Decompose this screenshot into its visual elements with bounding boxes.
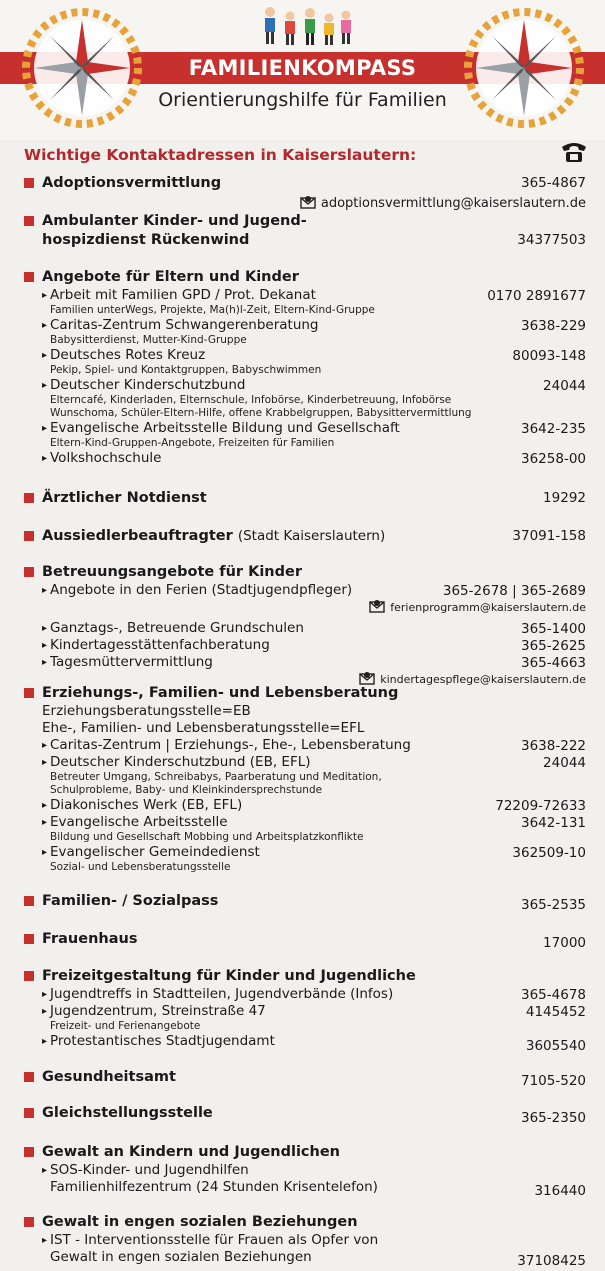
list-item: ▸ Deutscher Kinderschutzbund 24044	[42, 377, 586, 394]
envelope-icon	[359, 671, 375, 685]
phone-number[interactable]: 3638-229	[521, 318, 586, 334]
contacts-heading: Wichtige Kontaktadressen in Kaiserslautern:	[24, 146, 417, 164]
list-item: ▸ Tagesmüttervermittlung 365-4663	[42, 654, 586, 671]
section-angebote: Angebote für Eltern und Kinder ▸ Arbeit mit Familien GPD / Prot. Dekanat 0170 2891677 Familien unterWegs, Projekte, Ma(h)l-Zeit, Eltern-Kind-Gruppe ▸ Caritas-Zentrum Schwangerenberatung 3638-229 Babysitterdienst, Mutter-Kind-Gruppe ▸ Deutsches Rotes Kreuz 80093-148 Pekip, Spiel- und Kontaktgruppen, Babyschwimmen ▸ Deutscher Kinderschutzbund 24044 Elterncafé, Kinderladen, Elternschule, Infobörse, Kinderbetreuung, Infobörse Wunschoma, Schüler-Eltern-Hilfe, offene Krabbelgruppen, Babysittervermittlung ▸ Evangelische Arbeitsstelle Bildung und Gesellschaft 3642-235 Eltern-Kind-Gruppen-Angebote, Freizeiten für Familien ▸ Volkshochschule 36258-00	[24, 268, 586, 467]
list-item: ▸ Evangelischer Gemeindedienst 362509-10	[42, 844, 586, 861]
phone-number[interactable]: 17000	[543, 935, 586, 951]
section-notdienst: Ärztlicher Notdienst 19292	[24, 489, 586, 508]
section-gewalt-kinder: Gewalt an Kindern und Jugendlichen ▸ SOS-Kinder- und Jugendhilfen Familienhilfezentrum (24 Stunden Krisentelefon) 316440	[24, 1143, 586, 1196]
section-hospiz: Ambulanter Kinder- und Jugend- hospizdienst Rückenwind 34377503	[24, 212, 586, 250]
red-square-icon	[24, 567, 34, 577]
list-item: ▸ Evangelische Arbeitsstelle 3642-131	[42, 814, 586, 831]
phone-number[interactable]: 24044	[543, 378, 586, 394]
telephone-icon	[560, 140, 588, 164]
list-item: ▸ Caritas-Zentrum | Erziehungs-, Ehe-, Lebensberatung 3638-222	[42, 737, 586, 754]
phone-number[interactable]: 36258-00	[521, 451, 586, 467]
red-square-icon	[24, 531, 34, 541]
phone-number[interactable]: 365-2625	[521, 638, 586, 654]
phone-number[interactable]: 365-4867	[521, 175, 586, 191]
phone-number[interactable]: 19292	[543, 490, 586, 506]
section-sozialpass: Familien- / Sozialpass 365-2535	[24, 892, 586, 911]
children-illustration	[258, 4, 354, 52]
section-gleichstellung: Gleichstellungsstelle 365-2350	[24, 1104, 586, 1123]
phone-number[interactable]: 80093-148	[512, 348, 586, 364]
phone-number[interactable]: 3605540	[525, 1038, 586, 1054]
red-square-icon	[24, 272, 34, 282]
red-square-icon	[24, 216, 34, 226]
email-link[interactable]: adoptionsvermittlung@kaiserslautern.de	[24, 195, 586, 213]
red-square-icon	[24, 493, 34, 503]
phone-number[interactable]: 365-2678 | 365-2689	[442, 583, 586, 599]
phone-number[interactable]: 365-2535	[521, 897, 586, 913]
red-square-icon	[24, 896, 34, 906]
section-freizeit: Freizeitgestaltung für Kinder und Jugendliche ▸ Jugendtreffs in Stadtteilen, Jugendverbände (Infos) 365-4678 ▸ Jugendzentrum, Streinstraße 47 4145452 Freizeit- und Ferienangebote ▸ Protestantisches Stadtjugendamt 3605540	[24, 967, 586, 1050]
phone-number[interactable]: 3638-222	[521, 738, 586, 754]
brochure-subtitle: Orientierungshilfe für Familien	[158, 89, 447, 111]
phone-number[interactable]: 365-2350	[521, 1110, 586, 1126]
email-link[interactable]: kindertagespflege@kaiserslautern.de	[24, 671, 586, 687]
phone-number[interactable]: 316440	[534, 1183, 586, 1199]
phone-number[interactable]: 3642-131	[521, 815, 586, 831]
phone-number[interactable]: 37108425	[517, 1253, 586, 1269]
list-item: ▸ Angebote in den Ferien (Stadtjugendpfleger) 365-2678 | 365-2689	[42, 582, 586, 599]
phone-number[interactable]: 24044	[543, 755, 586, 771]
list-item: ▸ Caritas-Zentrum Schwangerenberatung 3638-229	[42, 317, 586, 334]
phone-number[interactable]: 4145452	[525, 1004, 586, 1020]
section-betreuung: Betreuungsangebote für Kinder ▸ Angebote in den Ferien (Stadtjugendpfleger) 365-2678 | 365-2689 ferienprogramm@kaiserslautern.de ▸ Ganztags-, Betreuende Grundschulen 365-1400 ▸ Kindertagesstättenfachberatung 365-2625 ▸ Tagesmüttervermittlung 365-4663 kindertagespflege@kaiserslautern.de	[24, 563, 586, 687]
list-item: ▸ Evangelische Arbeitsstelle Bildung und Gesellschaft 3642-235	[42, 420, 586, 437]
envelope-icon	[369, 599, 385, 613]
list-item: ▸ Deutscher Kinderschutzbund (EB, EFL) 24044	[42, 754, 586, 771]
section-gewalt-sozial: Gewalt in engen sozialen Beziehungen ▸ IST - Interventionsstelle für Frauen als Opfer von Gewalt in engen sozialen Beziehungen 37108425	[24, 1213, 586, 1266]
phone-number[interactable]: 365-4678	[521, 987, 586, 1003]
section-gesundheitsamt: Gesundheitsamt 7105-520	[24, 1068, 586, 1087]
list-item: ▸ Ganztags-, Betreuende Grundschulen 365-1400	[42, 620, 586, 637]
email-link[interactable]: ferienprogramm@kaiserslautern.de	[24, 599, 586, 615]
header-banner	[0, 0, 605, 140]
phone-number[interactable]: 0170 2891677	[487, 288, 586, 304]
section-erziehung: Erziehungs-, Familien- und Lebensberatung Erziehungsberatungsstelle=EB Ehe-, Familien- und Lebensberatungsstelle=EFL ▸ Caritas-Zentrum | Erziehungs-, Ehe-, Lebensberatung 3638-222 ▸ Deutscher Kinderschutzbund (EB, EFL) 24044 Betreuter Umgang, Schreibabys, Paarberatung und Meditation, Schulprobleme, Baby- und Kleinkindersprechstunde ▸ Diakonisches Werk (EB, EFL) 72209-72633 ▸ Evangelische Arbeitsstelle 3642-131 Bildung und Gesellschaft Mobbing und Arbeitsplatzkonflikte ▸ Evangelischer Gemeindedienst 362509-10 Sozial- und Lebensberatungsstelle	[24, 684, 586, 874]
phone-number[interactable]: 7105-520	[521, 1073, 586, 1089]
red-square-icon	[24, 971, 34, 981]
phone-number[interactable]: 37091-158	[512, 528, 586, 544]
list-item: ▸ Kindertagesstättenfachberatung 365-2625	[42, 637, 586, 654]
phone-number[interactable]: 34377503	[517, 232, 586, 248]
list-item: ▸ Deutsches Rotes Kreuz 80093-148	[42, 347, 586, 364]
red-square-icon	[24, 1217, 34, 1227]
section-aussiedler: Aussiedlerbeauftragter (Stadt Kaiserslautern) 37091-158	[24, 527, 586, 546]
red-square-icon	[24, 1108, 34, 1118]
phone-number[interactable]: 365-1400	[521, 621, 586, 637]
envelope-icon	[300, 195, 316, 209]
list-item: ▸ SOS-Kinder- und Jugendhilfen	[42, 1162, 249, 1178]
list-item: ▸ Jugendzentrum, Streinstraße 47 4145452	[42, 1003, 586, 1020]
section-adoption: Adoptionsvermittlung 365-4867 adoptionsvermittlung@kaiserslautern.de	[24, 174, 586, 213]
red-square-icon	[24, 1147, 34, 1157]
red-square-icon	[24, 934, 34, 944]
list-item: ▸ IST - Interventionsstelle für Frauen als Opfer von	[42, 1232, 379, 1248]
red-square-icon	[24, 1072, 34, 1082]
section-frauenhaus: Frauenhaus 17000	[24, 930, 586, 949]
list-item: ▸ Protestantisches Stadtjugendamt 3605540	[42, 1033, 586, 1054]
list-item: ▸ Arbeit mit Familien GPD / Prot. Dekanat 0170 2891677	[42, 287, 586, 304]
brochure-title: FAMILIENKOMPASS	[188, 56, 417, 80]
red-square-icon	[24, 178, 34, 188]
phone-number[interactable]: 3642-235	[521, 421, 586, 437]
list-item: ▸ Diakonisches Werk (EB, EFL) 72209-72633	[42, 797, 586, 814]
red-square-icon	[24, 688, 34, 698]
list-item: ▸ Volkshochschule 36258-00	[42, 450, 586, 467]
phone-number[interactable]: 362509-10	[512, 845, 586, 861]
list-item: ▸ Jugendtreffs in Stadtteilen, Jugendverbände (Infos) 365-4678	[42, 986, 586, 1003]
phone-number[interactable]: 72209-72633	[495, 798, 586, 814]
phone-number[interactable]: 365-4663	[521, 655, 586, 671]
